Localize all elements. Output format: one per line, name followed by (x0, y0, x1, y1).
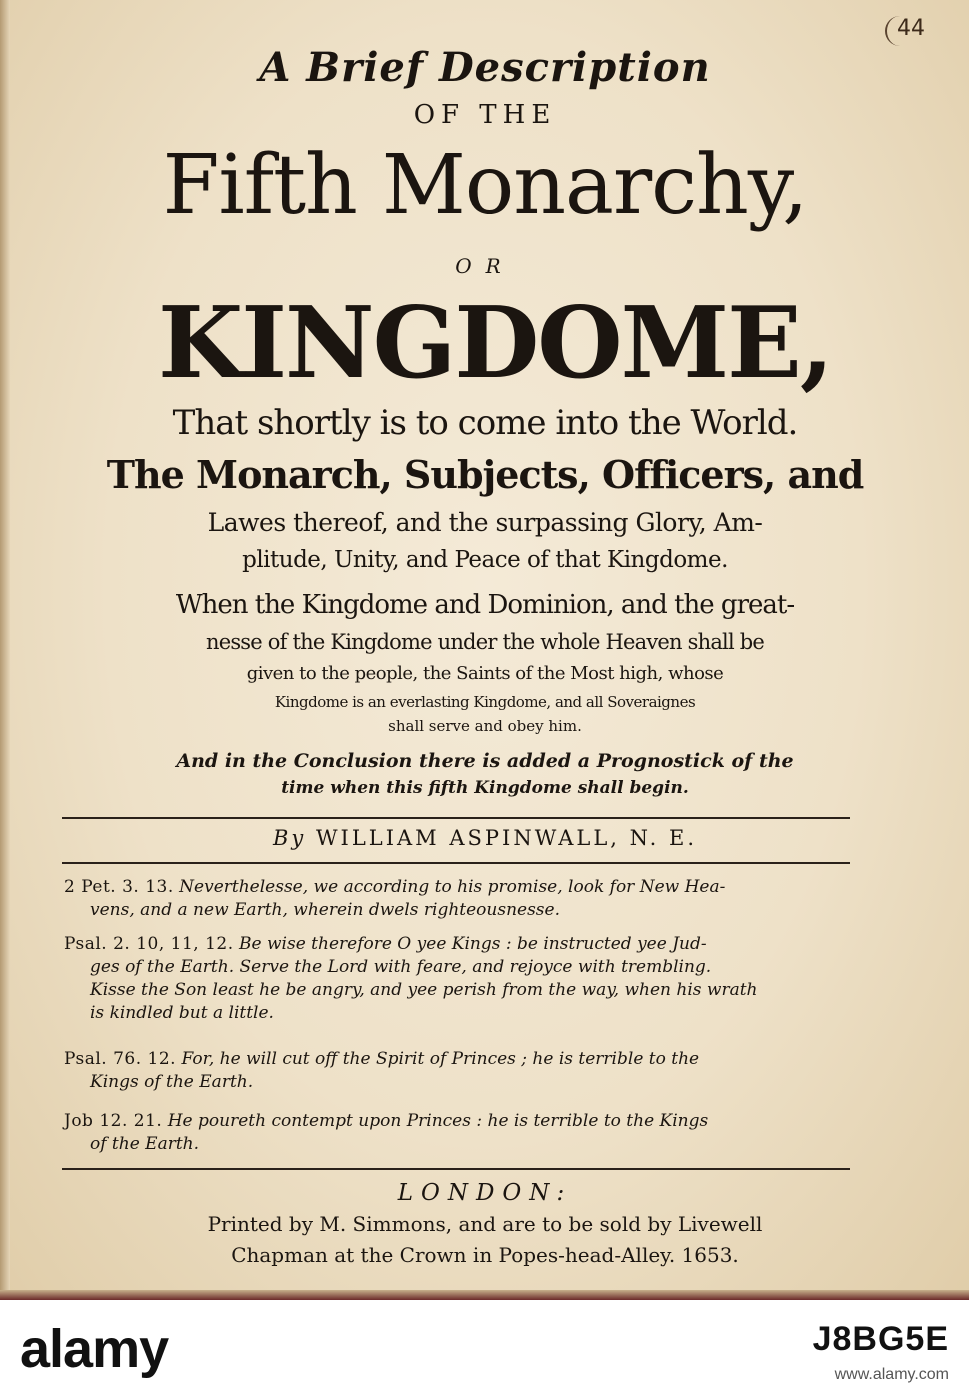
scripture-text: Be wise therefore O yee Kings : be instructed yee Jud- (239, 934, 707, 954)
folio-number: 44 (885, 16, 939, 46)
author-name: WILLIAM ASPINWALL, N. E. (315, 826, 698, 850)
watermark-band (0, 1300, 969, 1390)
scripture-ref: Job 12. 21. (64, 1111, 163, 1131)
scripture-2-peter (64, 876, 854, 922)
title-line-5: KINGDOME, (158, 286, 832, 401)
title-line-4: OR (455, 254, 515, 278)
subtitle-line-3: Lawes thereof, and the surpassing Glory, Am- (207, 508, 763, 537)
scripture-psalm-2 (64, 933, 854, 1025)
scripture-psalm-76 (64, 1048, 854, 1094)
subtitle-line-7: given to the people, the Saints of the Most high, whose (246, 663, 724, 684)
subtitle-line-9: shall serve and obey him. (388, 717, 582, 735)
scripture-job (64, 1110, 854, 1156)
imprint-line-2: Chapman at the Crown in Popes-head-Alley. 1653. (231, 1243, 739, 1267)
scripture-text: He poureth contempt upon Princes : he is terrible to the Kings (167, 1111, 709, 1131)
scripture-ref: Psal. 76. 12. (64, 1049, 177, 1069)
subtitle-line-5: When the Kingdome and Dominion, and the great- (175, 590, 795, 620)
scripture-line (64, 933, 854, 956)
watermark-image-id: J8BG5E (812, 1320, 949, 1358)
scripture-line (64, 1110, 854, 1133)
title-line-1: A Brief Description (259, 44, 711, 91)
subtitle-line-10: And in the Conclusion there is added a Prognostick of the (176, 750, 794, 772)
page-edge (0, 1290, 969, 1300)
title-line-3: Fifth Monarchy, (162, 138, 808, 233)
imprint-line-1: Printed by M. Simmons, and are to be sold by Livewell (207, 1212, 763, 1236)
scripture-text: For, he will cut off the Spirit of Princes ; he is terrible to the (181, 1049, 700, 1069)
subtitle-line-8: Kingdome is an everlasting Kingdome, and all Soveraignes (274, 693, 696, 711)
subtitle-line-6: nesse of the Kingdome under the whole Heaven shall be (205, 630, 765, 654)
subtitle-line-11: time when this fifth Kingdome shall begin. (281, 778, 689, 798)
scripture-line (64, 1048, 854, 1071)
scripture-line (64, 876, 854, 899)
scripture-cont: Kisse the Son least he be angry, and yee perish from the way, when his wrath (90, 980, 758, 1000)
page-gutter (0, 0, 10, 1300)
watermark-url: www.alamy.com (834, 1366, 949, 1383)
scripture-cont: ges of the Earth. Serve the Lord with feare, and rejoyce with trembling. (90, 957, 712, 977)
author-by: By (272, 826, 307, 850)
author-line (60, 826, 910, 850)
imprint-city: LONDON: (397, 1180, 573, 1206)
rule-top (62, 817, 850, 819)
rule-bottom (62, 1168, 850, 1170)
subtitle-line-1: That shortly is to come into the World. (172, 403, 798, 443)
subtitle-line-2: The Monarch, Subjects, Officers, and (106, 452, 864, 497)
scripture-text: Neverthelesse, we according to his promise, look for New Hea- (179, 877, 726, 897)
watermark-logo: alamy (20, 1319, 169, 1379)
scripture-ref: 2 Pet. 3. 13. (64, 877, 174, 897)
scripture-ref: Psal. 2. 10, 11, 12. (64, 934, 234, 954)
scripture-cont: Kings of the Earth. (90, 1072, 254, 1092)
subtitle-line-4: plitude, Unity, and Peace of that Kingdome. (242, 547, 728, 573)
rule-middle (62, 862, 850, 864)
title-line-2: OF THE (413, 100, 557, 130)
scripture-cont: vens, and a new Earth, wherein dwels righteousnesse. (90, 900, 560, 920)
scripture-cont: of the Earth. (90, 1134, 200, 1154)
scripture-cont: is kindled but a little. (90, 1003, 274, 1023)
